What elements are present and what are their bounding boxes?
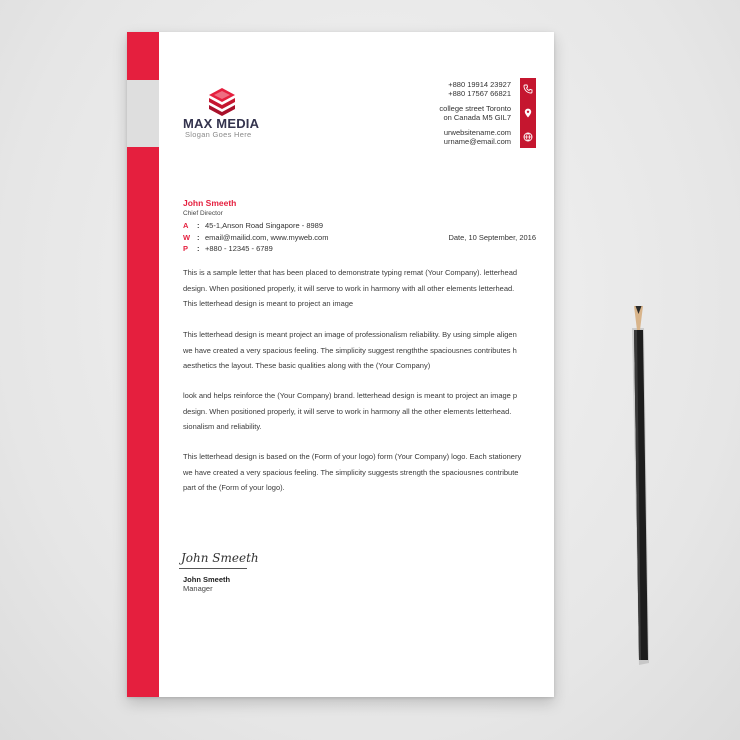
body-paragraph-2 bbox=[183, 327, 537, 374]
sender-phone-value: +880 - 12345 - 6789 bbox=[205, 244, 273, 253]
signatory-role: Manager bbox=[183, 584, 213, 593]
contact-online bbox=[444, 128, 511, 146]
sender-address-value: 45-1,Anson Road Singapore - 8989 bbox=[205, 221, 324, 230]
contact-website: urwebsitename.com bbox=[443, 128, 511, 137]
body-paragraph-4 bbox=[183, 449, 537, 496]
contact-address bbox=[439, 104, 511, 122]
body-paragraph-3 bbox=[183, 388, 537, 435]
address-label: A bbox=[183, 221, 189, 230]
body-paragraph-1 bbox=[183, 265, 537, 312]
left-accent-bar-grey bbox=[127, 80, 159, 147]
body-line: design. When positioned properly, it will serve to work in harmony with all other elements letterhead. bbox=[183, 283, 515, 293]
body-line: aesthetics the layout. These basic qualities along with the (Your Company) bbox=[183, 361, 431, 370]
sender-address: A : 45-1,Anson Road Singapore - 8989 bbox=[183, 221, 324, 230]
sender-name: John Smeeth bbox=[183, 198, 237, 208]
body-line: we have created a very spacious feeling. The simplicity suggest rengththe spaciousnes contributes h bbox=[183, 345, 517, 355]
web-label: W bbox=[183, 233, 191, 242]
brand-name: MAX MEDIA bbox=[183, 116, 260, 131]
left-accent-bar-top bbox=[127, 32, 159, 80]
sender-web-value: email@mailid.com, www.myweb.com bbox=[205, 233, 329, 242]
body-line: This is a sample letter that has been placed to demonstrate typing remat (Your Company). letterhead bbox=[183, 268, 518, 277]
contact-phones bbox=[448, 80, 511, 98]
body-line: This letterhead design is meant to project an image bbox=[183, 299, 354, 308]
contact-address-line-1: college street Toronto bbox=[439, 104, 511, 113]
left-accent-bar bbox=[127, 147, 159, 697]
contact-phone-2: +880 17567 66821 bbox=[448, 89, 511, 98]
contact-email: urname@email.com bbox=[443, 137, 511, 146]
phone-icon bbox=[523, 84, 533, 94]
sender-web: W : email@mailid.com, www.myweb.com bbox=[183, 233, 329, 242]
body-line: design. When positioned properly, it will serve to work in harmony all the other elements letterhead. bbox=[183, 406, 512, 416]
body-line: we have created a very spacious feeling. The simplicity suggests strength the spaciousnes contribute bbox=[183, 467, 519, 477]
sender-phone: P : +880 - 12345 - 6789 bbox=[183, 244, 273, 253]
location-pin-icon bbox=[523, 108, 533, 118]
body-line: look and helps reinforce the (Your Company) brand. letterhead design is meant to project an image p bbox=[183, 391, 518, 400]
letterhead-sheet bbox=[127, 32, 554, 697]
body-line: part of the (Form of your logo). bbox=[183, 483, 285, 492]
brand-slogan: Slogan Goes Here bbox=[185, 130, 252, 139]
signature-flourish bbox=[179, 568, 247, 569]
globe-icon bbox=[523, 132, 533, 142]
phone-label: P bbox=[183, 244, 189, 253]
signatory-name: John Smeeth bbox=[183, 575, 231, 584]
contact-icons-bar bbox=[520, 78, 536, 148]
sender-title: Chief Director bbox=[183, 210, 223, 217]
cube-logo-icon bbox=[208, 87, 236, 117]
body-line: This letterhead design is meant project an image of professionalism reliability. By using simple aligen bbox=[183, 330, 517, 339]
letter-date: Date, 10 September, 2016 bbox=[448, 233, 536, 242]
contact-phone-1: +880 19914 23927 bbox=[448, 80, 511, 89]
body-line: sionalism and reliability. bbox=[183, 422, 262, 431]
handwritten-signature: John Smeeth bbox=[181, 551, 259, 565]
contact-address-line-2: on Canada M5 GIL7 bbox=[443, 113, 511, 122]
body-line: This letterhead design is based on the (Form of your logo) form (Your Company) logo. Each stationery bbox=[183, 452, 522, 461]
